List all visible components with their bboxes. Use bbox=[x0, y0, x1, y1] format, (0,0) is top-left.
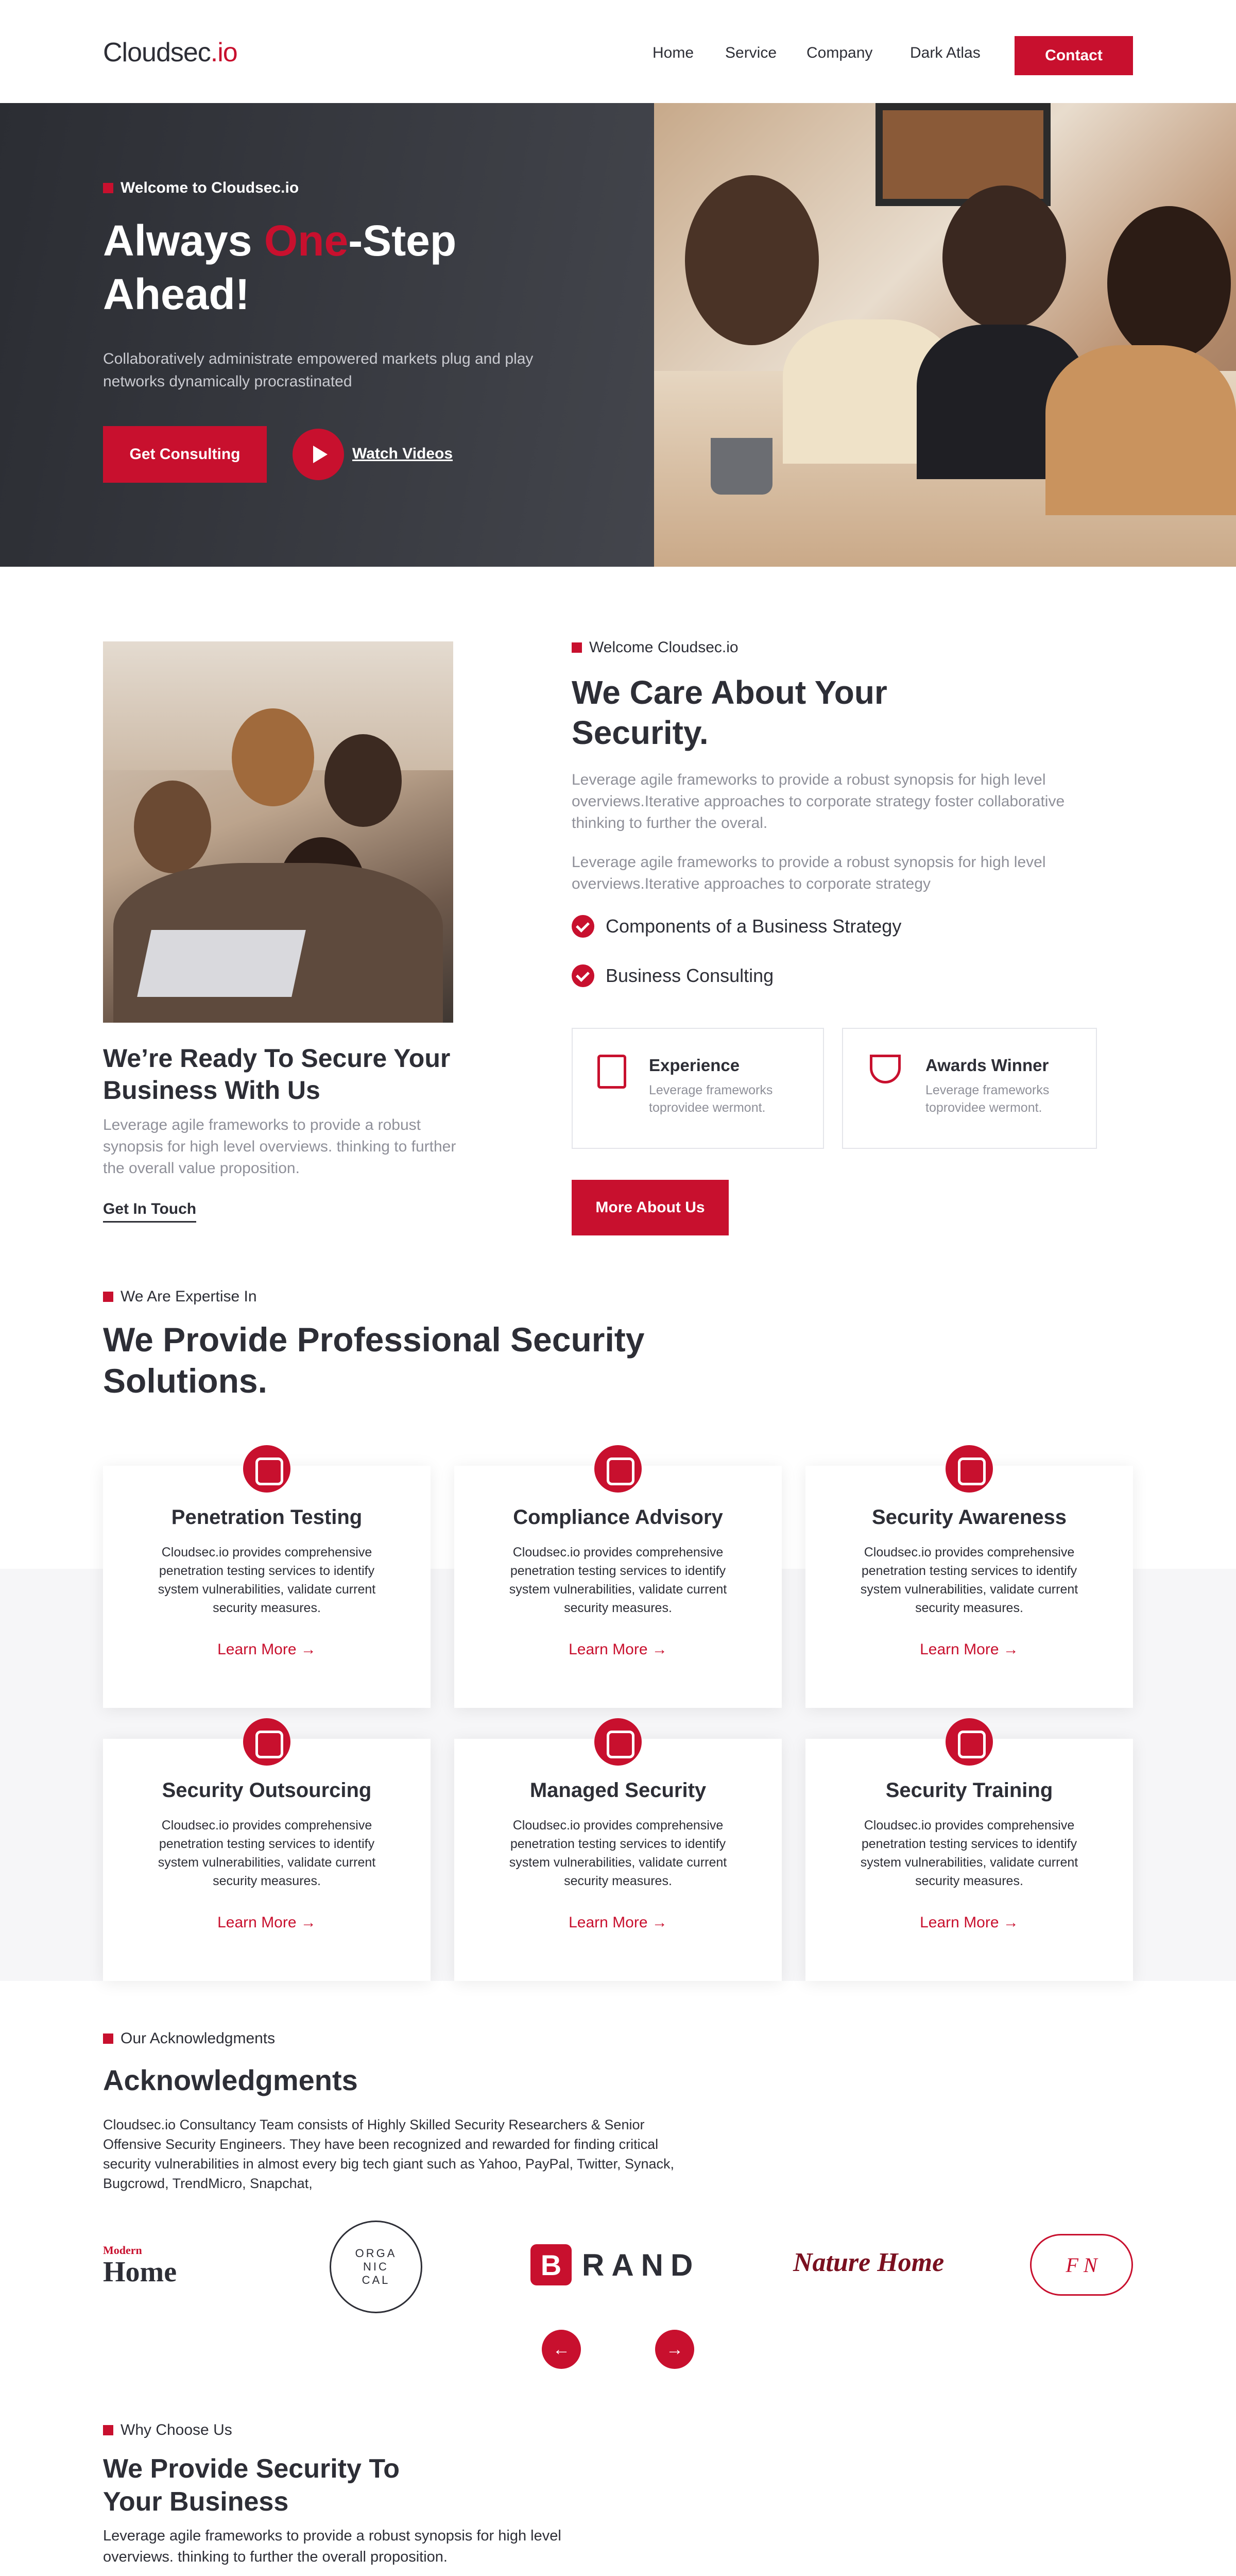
service-card-penetration-testing: Penetration Testing Cloudsec.io provides comprehensive penetration testing services to identify system vulnerabilities, validate current security measures. Learn More → bbox=[103, 1466, 431, 1708]
brand-b-logo: B bbox=[530, 2244, 572, 2285]
learn-more-link[interactable]: Learn More → bbox=[920, 1641, 1019, 1658]
shield-lock-icon bbox=[243, 1718, 290, 1766]
learn-more-link[interactable]: Learn More → bbox=[569, 1641, 667, 1658]
brand-home-logo: Home bbox=[103, 2256, 177, 2288]
get-consulting-button[interactable]: Get Consulting bbox=[103, 426, 267, 483]
service-card-security-training: Security Training Cloudsec.io provides comprehensive penetration testing services to identify system vulnerabilities, validate current security measures. Learn More → bbox=[805, 1739, 1133, 1981]
virus-icon bbox=[946, 1445, 993, 1493]
hero-description: Collaboratively administrate empowered markets plug and play networks dynamically procrastinated bbox=[103, 350, 534, 390]
about-paragraph-1: Leverage agile frameworks to provide a robust synopsis for high level overviews.Iterative approaches to corporate strategy foster collaborative thinking to further the overal. bbox=[572, 771, 1065, 832]
site-header bbox=[0, 0, 1236, 103]
check-icon bbox=[572, 915, 594, 938]
about-title: We Care About Your Security. bbox=[572, 674, 887, 751]
trophy-icon bbox=[870, 1055, 901, 1083]
awards-card: Awards Winner Leverage frameworks toprovidee wermont. bbox=[842, 1028, 1097, 1149]
services-title: We Provide Professional Security Solutions. bbox=[103, 1320, 645, 1400]
certificate-icon bbox=[946, 1718, 993, 1766]
about-left-title: We’re Ready To Secure Your Business With Us bbox=[103, 1044, 451, 1105]
brand-nature-home-logo: Nature Home bbox=[793, 2248, 945, 2277]
brand-modern-label: Modern bbox=[103, 2244, 142, 2257]
why-tagline: Why Choose Us bbox=[103, 2421, 232, 2439]
service-card-compliance-advisory: Compliance Advisory Cloudsec.io provides comprehensive penetration testing services to identify system vulnerabilities, validate current security measures. Learn More → bbox=[454, 1466, 782, 1708]
team-photo bbox=[103, 641, 453, 1023]
service-card-security-awareness: Security Awareness Cloudsec.io provides comprehensive penetration testing services to identify system vulnerabilities, validate current security measures. Learn More → bbox=[805, 1466, 1133, 1708]
about-tagline: Welcome Cloudsec.io bbox=[572, 639, 739, 656]
nav-service[interactable]: Service bbox=[725, 44, 777, 61]
learn-more-link[interactable]: Learn More → bbox=[569, 1914, 667, 1931]
play-icon[interactable] bbox=[293, 429, 344, 480]
watch-videos-link[interactable]: Watch Videos bbox=[352, 445, 453, 462]
brand-fn-logo: F N bbox=[1030, 2234, 1133, 2296]
hero-tagline: Welcome to Cloudsec.io bbox=[103, 179, 299, 197]
service-card-managed-security: Managed Security Cloudsec.io provides comprehensive penetration testing services to identify system vulnerabilities, validate current security measures. Learn More → bbox=[454, 1739, 782, 1981]
contact-button[interactable]: Contact bbox=[1015, 36, 1133, 75]
why-title: We Provide Security To Your Business bbox=[103, 2454, 400, 2517]
brand-rand-logo: RAND bbox=[582, 2248, 700, 2282]
logo[interactable]: Cloudsec.io bbox=[103, 38, 237, 67]
check-icon bbox=[572, 964, 594, 987]
nav-home[interactable]: Home bbox=[653, 44, 694, 61]
get-in-touch-link[interactable]: Get In Touch bbox=[103, 1200, 196, 1223]
learn-more-link[interactable]: Learn More → bbox=[217, 1914, 316, 1931]
brand-organical-logo: ORGA NIC CAL bbox=[330, 2221, 422, 2313]
carousel-prev-button[interactable]: ← bbox=[542, 2330, 581, 2369]
hero-photo bbox=[654, 103, 1236, 567]
network-icon bbox=[594, 1445, 642, 1493]
services-tagline: We Are Expertise In bbox=[103, 1288, 257, 1306]
ack-tagline: Our Acknowledgments bbox=[103, 2030, 275, 2047]
nav-dark-atlas[interactable]: Dark Atlas bbox=[910, 44, 981, 61]
more-about-us-button[interactable]: More About Us bbox=[572, 1180, 729, 1235]
service-card-security-outsourcing: Security Outsourcing Cloudsec.io provides comprehensive penetration testing services to identify system vulnerabilities, validate current security measures. Learn More → bbox=[103, 1739, 431, 1981]
learn-more-link[interactable]: Learn More → bbox=[217, 1641, 316, 1658]
hero-title: Always One-Step Ahead! bbox=[103, 216, 457, 318]
check-item-consulting: Business Consulting bbox=[572, 964, 774, 987]
experience-card: Experience Leverage frameworks toprovidee wermont. bbox=[572, 1028, 824, 1149]
why-description: Leverage agile frameworks to provide a robust synopsis for high level overviews. thinking to further the overall proposition. bbox=[103, 2528, 561, 2565]
nav-company[interactable]: Company bbox=[806, 44, 873, 61]
about-paragraph-2: Leverage agile frameworks to provide a robust synopsis for high level overviews.Iterative approaches to corporate strategy bbox=[572, 854, 1046, 892]
about-left-description: Leverage agile frameworks to provide a robust synopsis for high level overviews. thinking to further the overall value proposition. bbox=[103, 1116, 456, 1177]
target-icon bbox=[243, 1445, 290, 1493]
gear-shield-icon bbox=[594, 1718, 642, 1766]
check-item-strategy: Components of a Business Strategy bbox=[572, 915, 901, 938]
carousel-next-button[interactable]: → bbox=[655, 2330, 694, 2369]
ack-description: Cloudsec.io Consultancy Team consists of Highly Skilled Security Researchers & Senior Offensive Security Engineers. They have been recognized and rewarded for finding critical security vulnerabilities in almost every big tech giant such as Yahoo, PayPal, Twitter, Synack, Bugcrowd, TrendMicro, Snapchat, bbox=[103, 2117, 675, 2191]
ack-title: Acknowledgments bbox=[103, 2064, 358, 2096]
document-icon bbox=[597, 1055, 626, 1089]
learn-more-link[interactable]: Learn More → bbox=[920, 1914, 1019, 1931]
